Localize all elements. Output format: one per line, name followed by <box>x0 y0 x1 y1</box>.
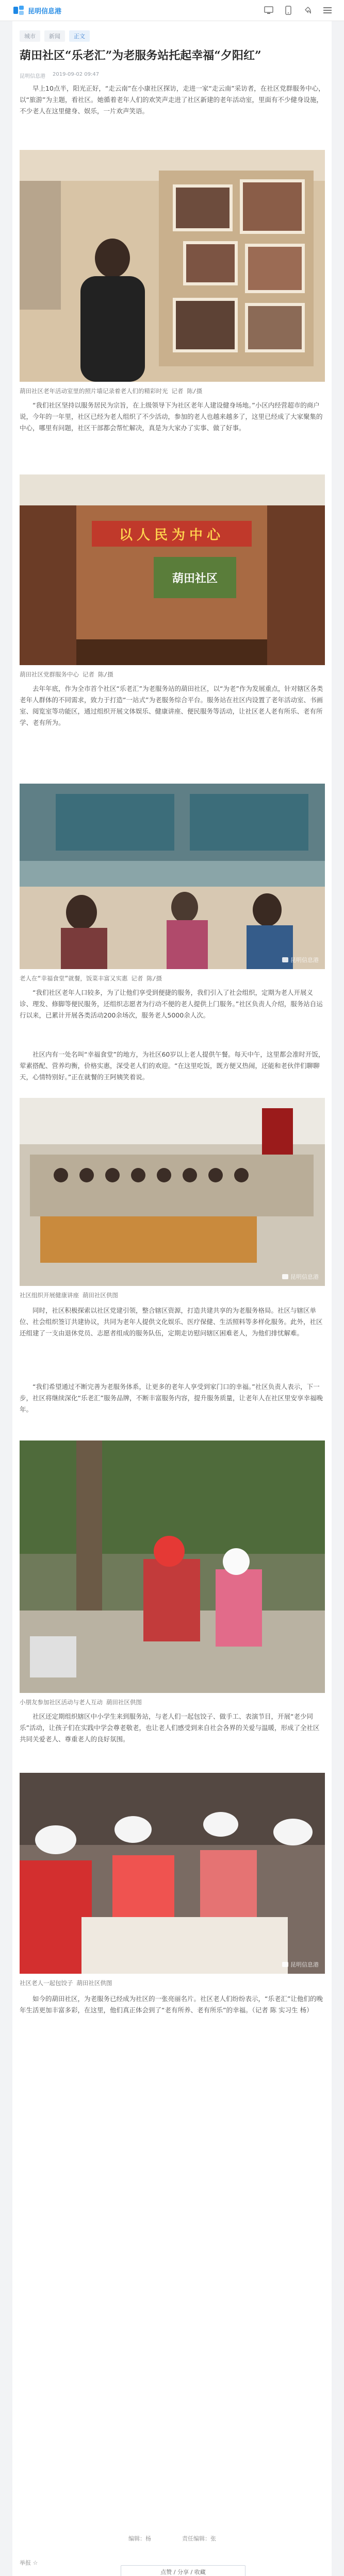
share-box[interactable]: 点赞 / 分享 / 收藏 <box>121 2565 245 2576</box>
photo-1 <box>20 150 325 382</box>
paragraph: 同时，社区积极探索以社区党建引领，整合辖区资源，打造共建共享的为老服务格局。社区与辖区单位、社会组织签订共建协议，共同为老年人提供文化娱乐、医疗保健、生活照料等多样化服务。此外，社区还组建了一支由退休党员、志愿者组成的服务队伍，定期走访慰问辖区困难老人，为他们排忧解难。 <box>20 1307 323 1337</box>
editor-info <box>20 2534 325 2543</box>
photo-watermark: 昆明信息港 <box>282 1273 319 1281</box>
photo-3-image <box>20 784 325 969</box>
monitor-icon[interactable] <box>264 5 274 15</box>
paragraph: 去年年底，作为全市首个社区“乐老汇”为老服务站的葫田社区，以“为老”作为发展重点，针对辖区各类老年人群体的不同需求，致力于打造“一站式”为老服务综合平台。服务站在社区内设置了老年活动室、书画室、阅览室等功能区，通过组织开展文体娱乐、健康讲座、便民服务等活动，让社区老人老有所乐、老有所学、老有所为。 <box>20 685 323 726</box>
photo-watermark: 昆明信息港 <box>282 956 319 964</box>
article-title: 葫田社区“乐老汇”为老服务站托起幸福“夕阳红” <box>20 49 261 62</box>
center-sign-text: 以人民为中心 <box>119 527 224 543</box>
photo-caption: 小朋友参加社区活动与老人互动 葫田社区供图 <box>20 1699 142 1706</box>
report-link[interactable]: 举报 ☆ <box>20 2560 38 2566</box>
watermark-logo-icon <box>282 957 288 962</box>
paragraph: “我们社区坚持以服务居民为宗旨，在上级领导下为社区老年人建设健身场地。”小区内经营超市的商户说，今年的一年里，社区已经为老人组织了不少活动，参加的老人也越来越多了，这里已经成了大家聚集的中心，哪里有问题，社区干部都会帮忙解决，真是为大家办了实事、做了好事。 <box>20 401 323 432</box>
site-logo[interactable] <box>13 5 61 16</box>
logo-icon <box>13 6 25 15</box>
photo-4-image <box>20 1098 325 1286</box>
breadcrumb-news[interactable]: 新闻 <box>44 30 65 42</box>
breadcrumb-current: 正文 <box>69 30 90 42</box>
photo-caption: 葫田社区党群服务中心 记者 陈/摄 <box>20 671 113 678</box>
paragraph: 如今的葫田社区，为老服务已经成为社区的一张亮丽名片。社区老人们纷纷表示，“乐老汇”让他们的晚年生活更加丰富多彩，在这里，他们真正体会到了“老有所养、老有所乐”的幸福。（记者 陈 实习生 杨） <box>20 1995 323 2014</box>
photo-4 <box>20 1098 325 1286</box>
community-brand-text: 葫田社区 <box>172 572 218 585</box>
breadcrumb <box>20 30 90 42</box>
photo-6 <box>20 1773 325 1974</box>
logo-text: 昆明信息港 <box>28 7 62 15</box>
photo-watermark: 昆明信息港 <box>282 1960 319 1969</box>
menu-icon[interactable] <box>322 5 333 15</box>
paragraph: 早上10点半，阳光正好，“走云南”在小康社区探访，走进一家“走云南”采访者，在社区党群服务中心，以“旅游”为主题，看社区。她循着老年人们的欢笑声走进了社区新建的老年活动室，里面有不少健身设施，不少老人在这里健身、娱乐，一片欢声笑语。 <box>20 84 325 115</box>
article-source: 昆明信息港 <box>20 74 45 79</box>
paragraph: 社区还定期组织辖区中小学生来到服务站，与老人们一起包饺子、做手工、表演节目，开展“老少同乐”活动，让孩子们在实践中学会尊老敬老，也让老人们感受到来自社会各界的关爱与温暖，形成了全社区共同关爱老人、尊重老人的良好氛围。 <box>20 1713 320 1743</box>
photo-caption: 社区老人一起包饺子 葫田社区供图 <box>20 1979 112 1987</box>
share-icon[interactable] <box>303 5 313 15</box>
paragraph: 社区内有一处名叫“幸福食堂”的地方，为社区60岁以上老人提供午餐。每天中午，这里都会准时开饭，荤素搭配、营养均衡，价格实惠，深受老人们的欢迎。“在这里吃饭，既方便又热闹，还能和老伙伴们聊聊天，心情特别好。”正在就餐的王阿姨笑着说。 <box>20 1050 325 1081</box>
article-meta <box>20 72 99 79</box>
photo-5-image <box>20 1440 325 1693</box>
article <box>12 21 332 2576</box>
page <box>0 21 344 2576</box>
paragraph: “我们希望通过不断完善为老服务体系，让更多的老年人享受到家门口的幸福。”社区负责人表示，下一步，社区将继续深化“乐老汇”服务品牌，不断丰富服务内容，提升服务质量，让老年人在社区里安享幸福晚年。 <box>20 1383 323 1413</box>
watermark-logo-icon <box>282 1962 288 1967</box>
reviewer: 责任编辑：张 <box>182 2535 216 2542</box>
top-bar <box>0 0 344 21</box>
editor: 编辑：杨 <box>128 2535 151 2542</box>
phone-icon[interactable] <box>283 5 293 15</box>
watermark-logo-icon <box>282 1274 288 1279</box>
breadcrumb-city[interactable]: 城市 <box>20 30 40 42</box>
photo-6-image <box>20 1773 325 1974</box>
article-date: 2019-09-02 09:47 <box>53 72 100 77</box>
photo-caption: 老人在“幸福食堂”就餐，饭菜丰富又实惠 记者 陈/摄 <box>20 975 162 982</box>
photo-3 <box>20 784 325 969</box>
photo-caption: 社区组织开展健康讲座 葫田社区供图 <box>20 1292 118 1299</box>
photo-2 <box>20 474 325 665</box>
photo-caption: 葫田社区老年活动室里的照片墙记录着老人们的精彩时光 记者 陈/摄 <box>20 387 203 395</box>
photo-5 <box>20 1440 325 1693</box>
photo-1-image <box>20 150 325 382</box>
paragraph: “我们社区老年人口较多，为了让他们享受到便捷的服务，我们引入了社会组织，定期为老人开展义诊、理发、修脚等便民服务，还组织志愿者为行动不便的老人提供上门服务。”社区负责人介绍，服务站自运行以来，已累计开展各类活动200余场次，服务老人5000余人次。 <box>20 989 323 1019</box>
